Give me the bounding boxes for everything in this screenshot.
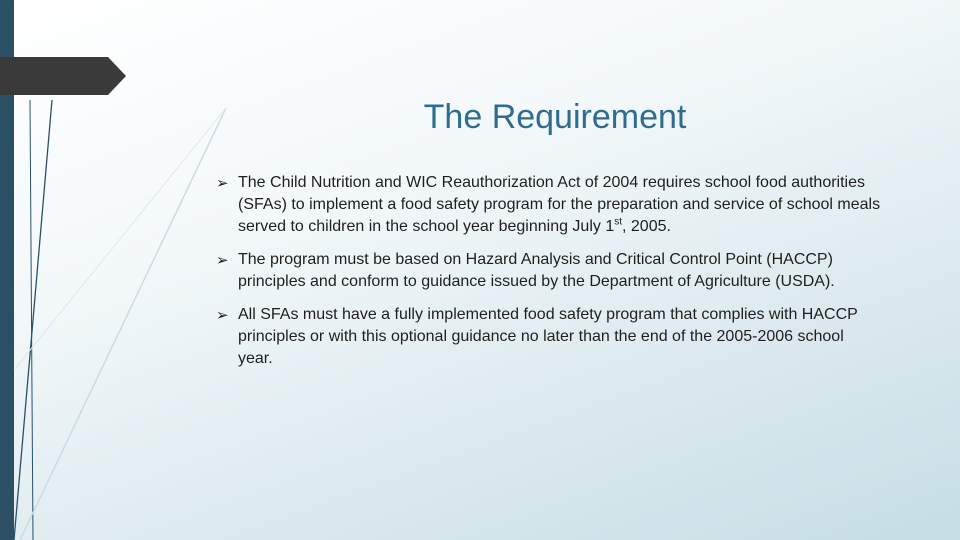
ordinal-suffix: st — [614, 216, 623, 228]
bullet-text-tail: , 2005. — [622, 218, 671, 235]
bullet-text: All SFAs must have a fully implemented food safety program that complies with HACCP principles or with this optional guidance no later than the end of the 2005-2006 school year. — [238, 306, 858, 367]
bullet-list — [216, 172, 881, 381]
title-tab-marker — [0, 57, 126, 95]
arrow-bullet-icon: ➢ — [216, 251, 229, 269]
slide-title: The Requirement — [423, 98, 687, 136]
bullet-item — [216, 304, 881, 370]
arrow-bullet-icon: ➢ — [216, 306, 229, 324]
bullet-text: The program must be based on Hazard Analysis and Critical Control Point (HACCP) principles and conform to guidance issued by the Department of Agriculture (USDA). — [238, 251, 835, 290]
arrow-bullet-icon: ➢ — [216, 174, 229, 192]
bullet-item — [216, 249, 881, 293]
bullet-text: The Child Nutrition and WIC Reauthorization Act of 2004 requires school food authorities (SFAs) to implement a food safety program for the preparation and service of school meals served to children in the school year beginning July 1 — [238, 174, 881, 235]
bullet-item — [216, 172, 881, 238]
